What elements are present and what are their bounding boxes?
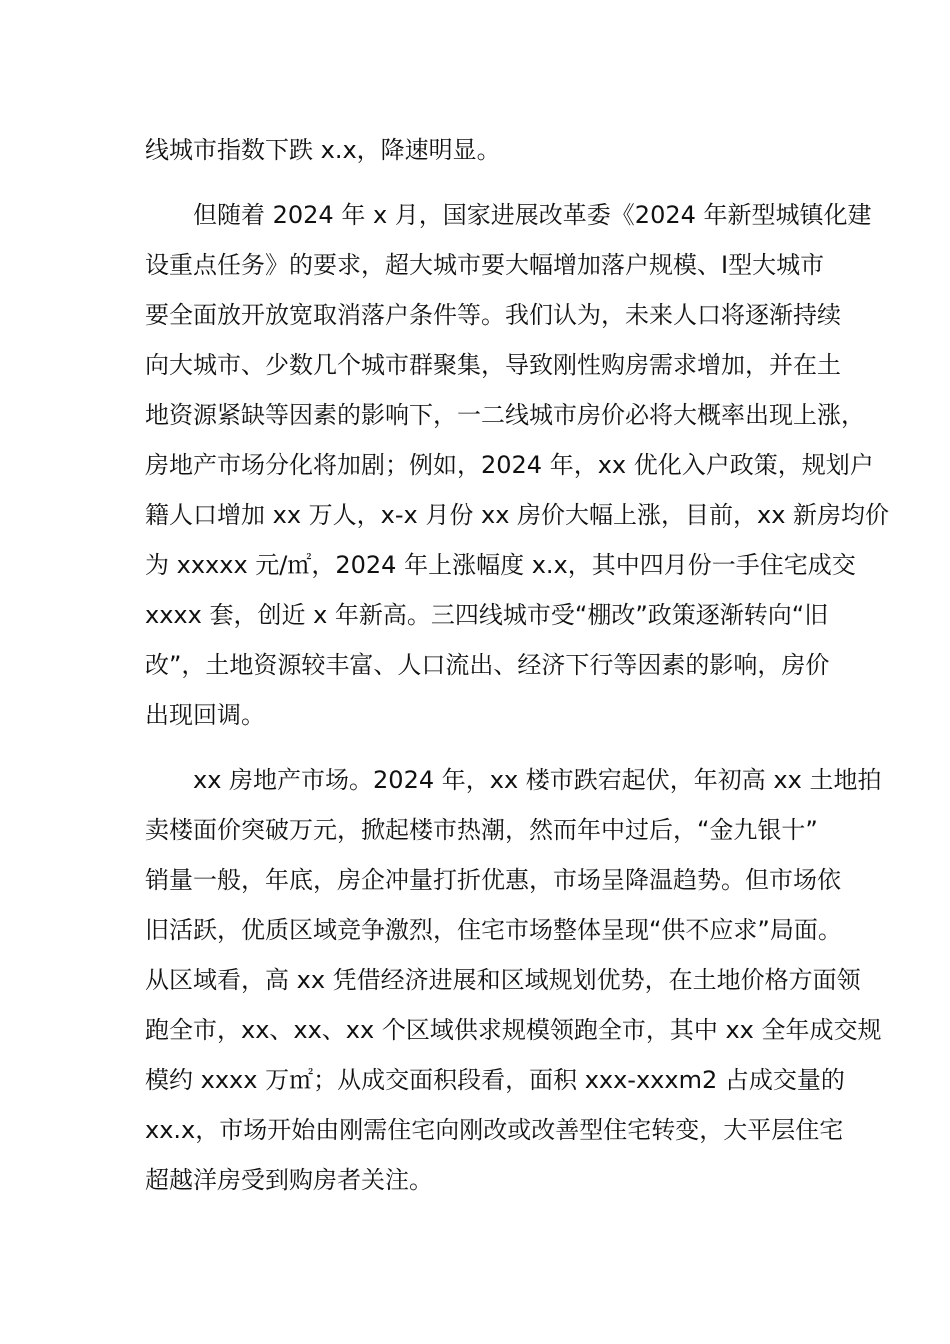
paragraph-2-line-1: 但随着 2024 年 x 月，国家进展改革委《2024 年新型城镇化建	[193, 201, 872, 229]
paragraph-3-line-5: 从区域看，高 xx 凭借经济进展和区域规划优势，在土地价格方面领	[145, 966, 861, 994]
paragraph-3-line-8: xx.x，市场开始由刚需住宅向刚改或改善型住宅转变，大平层住宅	[145, 1116, 844, 1144]
paragraph-3-line-4: 旧活跃，优质区域竞争激烈，住宅市场整体呈现“供不应求”局面。	[145, 916, 842, 944]
paragraph-2-line-4: 向大城市、少数几个城市群聚集，导致刚性购房需求增加，并在土	[145, 351, 841, 379]
paragraph-2-line-10: 改”，土地资源较丰富、人口流出、经济下行等因素的影响，房价	[145, 651, 830, 679]
paragraph-3-line-7: 模约 xxxx 万㎡；从成交面积段看，面积 xxx-xxxm2 占成交量的	[145, 1066, 845, 1094]
paragraph-3-line-9: 超越洋房受到购房者关注。	[145, 1166, 433, 1194]
paragraph-2-line-7: 籍人口增加 xx 万人，x-x 月份 xx 房价大幅上涨，目前，xx 新房均价	[145, 501, 890, 529]
paragraph-2-line-3: 要全面放开放宽取消落户条件等。我们认为，未来人口将逐渐持续	[145, 301, 841, 329]
paragraph-2-line-6: 房地产市场分化将加剧；例如，2024 年，xx 优化入户政策，规划户	[145, 451, 874, 479]
paragraph-3-line-3: 销量一般，年底，房企冲量打折优惠，市场呈降温趋势。但市场依	[145, 866, 841, 894]
paragraph-2-line-11: 出现回调。	[145, 701, 265, 729]
paragraph-1-line-1: 线城市指数下跌 x.x，降速明显。	[145, 136, 501, 164]
paragraph-2-line-5: 地资源紧缺等因素的影响下，一二线城市房价必将大概率出现上涨，	[145, 401, 865, 429]
paragraph-3-line-2: 卖楼面价突破万元，掀起楼市热潮，然而年中过后，“金九银十”	[145, 816, 818, 844]
paragraph-3-line-6: 跑全市，xx、xx、xx 个区域供求规模领跑全市，其中 xx 全年成交规	[145, 1016, 882, 1044]
paragraph-2-line-9: xxxx 套，创近 x 年新高。三四线城市受“棚改”政策逐渐转向“旧	[145, 601, 829, 629]
paragraph-2-line-2: 设重点任务》的要求，超大城市要大幅增加落户规模、Ⅰ型大城市	[145, 251, 825, 279]
paragraph-3-line-1: xx 房地产市场。2024 年，xx 楼市跌宕起伏，年初高 xx 土地拍	[193, 766, 882, 794]
paragraph-2-line-8: 为 xxxxx 元/㎡，2024 年上涨幅度 x.x，其中四月份一手住宅成交	[145, 551, 856, 579]
